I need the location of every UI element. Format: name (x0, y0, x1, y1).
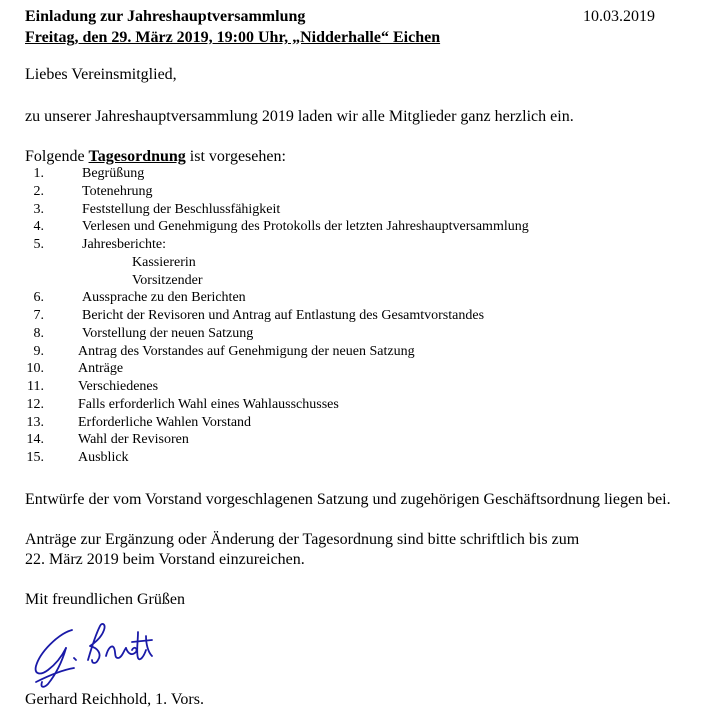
agenda-item-label: Vorstellung der neuen Satzung (82, 325, 254, 341)
agenda-item (0, 361, 719, 378)
agenda-item (0, 450, 719, 467)
agenda-item-label: Kassiererin (132, 254, 196, 270)
handwritten-signature-icon (28, 612, 178, 688)
agenda-item (0, 166, 719, 183)
agenda-item-label: Totenehrung (82, 183, 153, 199)
agenda-item-number: 12. (26, 396, 44, 412)
agenda-item-number: 1. (33, 166, 44, 181)
agenda-item (0, 432, 719, 449)
agenda-item-label: Jahresberichte: (82, 237, 166, 252)
agenda-item-label: Ausblick (78, 450, 129, 465)
agenda-item (0, 202, 719, 219)
agenda-item-label: Wahl der Revisoren (78, 432, 189, 448)
agenda-item-number: 14. (26, 432, 44, 448)
agenda-item-number: 2. (33, 183, 44, 199)
agenda-item-number: 4. (33, 219, 44, 235)
agenda-item-number: 13. (26, 414, 44, 430)
agenda-item-label: Anträge (78, 361, 124, 377)
agenda-item (0, 219, 719, 236)
agenda-item-number: 3. (33, 201, 44, 217)
letter-date: 10.03.2019 (583, 8, 655, 25)
agenda-item (0, 273, 719, 290)
agenda-item (0, 237, 719, 254)
agenda-intro-keyword: Tagesordnung (88, 148, 186, 165)
agenda-item-number: 9. (33, 343, 44, 359)
agenda-item (0, 415, 719, 432)
agenda-item-number: 8. (33, 325, 44, 341)
agenda-item-label: Vorsitzender (132, 272, 203, 288)
agenda-item (0, 184, 719, 201)
salutation: Liebes Vereinsmitglied, (25, 66, 177, 83)
note-drafts: Entwürfe der vom Vorstand vorgeschlagenen Satzung und zugehörigen Geschäftsordnung liegen bei. (25, 491, 671, 508)
agenda-intro-after: ist vorgesehen: (185, 148, 286, 165)
agenda-item-number: 15. (26, 450, 44, 465)
note-motions-line-2: 22. März 2019 beim Vorstand einzureichen. (25, 551, 305, 568)
intro-text: zu unserer Jahreshauptversammlung 2019 laden wir alle Mitglieder ganz herzlich ein. (25, 108, 574, 125)
agenda-item-label: Verschiedenes (78, 379, 159, 394)
agenda-item-label: Verlesen und Genehmigung des Protokolls der letzten Jahreshauptversammlung (82, 219, 529, 235)
agenda-item (0, 290, 719, 307)
agenda-item-number: 10. (26, 361, 44, 377)
agenda-item (0, 344, 719, 361)
agenda-item-number: 11. (27, 379, 44, 394)
agenda-item-number: 6. (33, 290, 44, 306)
agenda-intro (25, 148, 286, 166)
agenda-item-label: Feststellung der Beschlussfähigkeit (82, 201, 281, 217)
signer-name: Gerhard Reichhold, 1. Vors. (25, 691, 204, 708)
agenda-item-number: 5. (33, 237, 44, 252)
agenda-item (0, 308, 719, 325)
agenda-item (0, 397, 719, 414)
agenda-item (0, 326, 719, 343)
agenda-item (0, 379, 719, 396)
agenda-intro-before: Folgende (25, 148, 89, 165)
agenda-item-label: Erforderliche Wahlen Vorstand (78, 414, 252, 430)
agenda-item-number: 7. (33, 308, 44, 323)
agenda-item-label: Falls erforderlich Wahl eines Wahlausschusses (78, 396, 339, 412)
event-line: Freitag, den 29. März 2019, 19:00 Uhr, „Nidderhalle“ Eichen (25, 29, 441, 46)
letter-title: Einladung zur Jahreshauptversammlung (25, 8, 306, 25)
agenda-item-label: Aussprache zu den Berichten (82, 290, 246, 306)
note-motions-line-1: Anträge zur Ergänzung oder Änderung der Tagesordnung sind bitte schriftlich bis zum (25, 531, 580, 548)
closing: Mit freundlichen Grüßen (25, 591, 185, 608)
agenda-item-label: Bericht der Revisoren und Antrag auf Entlastung des Gesamtvorstandes (82, 308, 485, 323)
agenda-item (0, 255, 719, 272)
agenda-item-label: Antrag des Vorstandes auf Genehmigung der neuen Satzung (78, 343, 415, 359)
agenda-item-label: Begrüßung (82, 166, 145, 181)
